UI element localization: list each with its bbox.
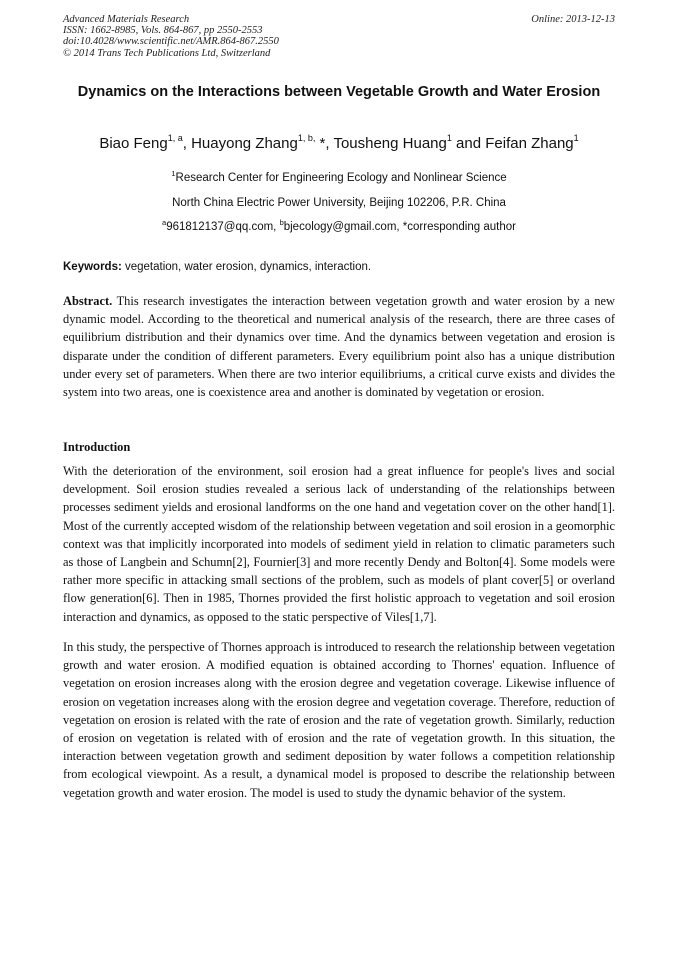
corresponding-mark: * [315,135,326,152]
keywords-label: Keywords: [63,261,122,273]
author-superscript: 1, b, [297,133,316,143]
body-paragraph-2: In this study, the perspective of Thornes approach is introduced to research the relationship between vegetation growth and water erosion. A modified equation is obtained according to Thornes' equation. Influence of vegetation on erosion increases along with the erosion degree and vegetation coverage. Likewise influence of erosion on vegetation increases along with the erosion degree and vegetation coverage. Therefore, reduction of vegetation on erosion is related with the rate of erosion and the rate of vegetation growth. Similarly, reduction of erosion on vegetation is related with of erosion and the rate of vegetation growth. In this situation, the interaction between vegetation growth and sediment deposition by water follows a competition relationship from ecological viewpoint. As a result, a dynamical model is proposed to describe the relationship between vegetation growth and water erosion. The model is used to study the dynamic behavior of the system. [63,640,615,800]
author-conjunction: and [451,135,486,152]
copyright-line: © 2014 Trans Tech Publications Ltd, Switzerland [63,47,271,59]
doi-line: doi:10.4028/www.scientific.net/AMR.864-867.2550 [63,36,279,48]
abstract-paragraph [63,292,615,401]
author-name: Feifan Zhang [485,135,574,152]
section-heading-introduction: Introduction [63,440,131,454]
body-paragraph-1: With the deterioration of the environment, soil erosion had a great influence for people's lives and social development. Soil erosion studies revealed a serious lack of understanding of the relationships between processes sediment yields and erosional landforms on the one hand and vegetation cover on the other hand[1]. Most of the currently accepted wisdom of the relationship between vegetation and soil erosion in a geomorphic context was that implicitly incorporated into models of sediment yield in relation to climatic parameters such as those of Langbein and Schumn[2], Fournier[3] and more recently Dendy and Bolton[4]. Some models were rather more specific in attacking small sections of the problem, such as models of plant cover[5] or overland flow generation[6]. Then in 1985, Thornes provided the first holistic approach to vegetation and soil erosion interaction and dynamics, as opposed to the static perspective of Viles[1,7]. [63,464,615,624]
author-superscript: 1, a [167,133,183,143]
author-name: Huayong Zhang [191,135,298,152]
author-superscript: 1 [446,133,452,143]
author-list: Biao Feng$^{1, a}$, Huayong Zhang$^{1, b,}$ *, Tousheng Huang$^1$ and Feifan Zhang$^1$ [99,133,579,152]
affiliation-line-2: North China Electric Power University, Beijing 102206, P.R. China [172,197,506,209]
abstract-text: This research investigates the interaction between vegetation growth and water erosion by a new dynamic model. According to the theoretical and numerical analysis of the research, there are three cases of equilibrium distribution and their dynamics over time. And the dynamics between vegetation and erosion is disparate under the condition of different parameters. Every equilibrium point also has a unique distribution under every set of parameters. When there are two interior equilibriums, a critical curve exists and divides the system into two areas, one is coexistence area and another is dominated by vegetation or erosion. [63,294,615,400]
issn-line: ISSN: 1662-8985, Vols. 864-867, pp 2550-2553 [63,25,263,37]
keywords-text: vegetation, water erosion, dynamics, interaction. [121,261,372,273]
online-date: Online: 2013-12-13 [531,14,615,25]
abstract-label: Abstract. [63,294,113,308]
affiliation-superscript: 1 [171,169,176,178]
email-superscript-a: a [162,218,167,227]
email-superscript-b: b [279,218,284,227]
author-name: Tousheng Huang [333,135,447,152]
email-b: bjecology@gmail.com, *corresponding author [283,221,516,233]
email-a: 961812137@qq.com, [166,221,280,233]
keywords-line [63,260,615,274]
author-superscript: 1 [573,133,579,143]
affiliation-institute: Research Center for Engineering Ecology and Nonlinear Science [175,172,507,184]
affiliation-line-1 [63,171,615,185]
paper-title: Dynamics on the Interactions between Vegetable Growth and Water Erosion [77,84,601,100]
journal-header [63,14,615,59]
email-line [63,220,615,234]
author-name: Biao Feng [99,135,168,152]
journal-name: Advanced Materials Research [63,14,190,25]
